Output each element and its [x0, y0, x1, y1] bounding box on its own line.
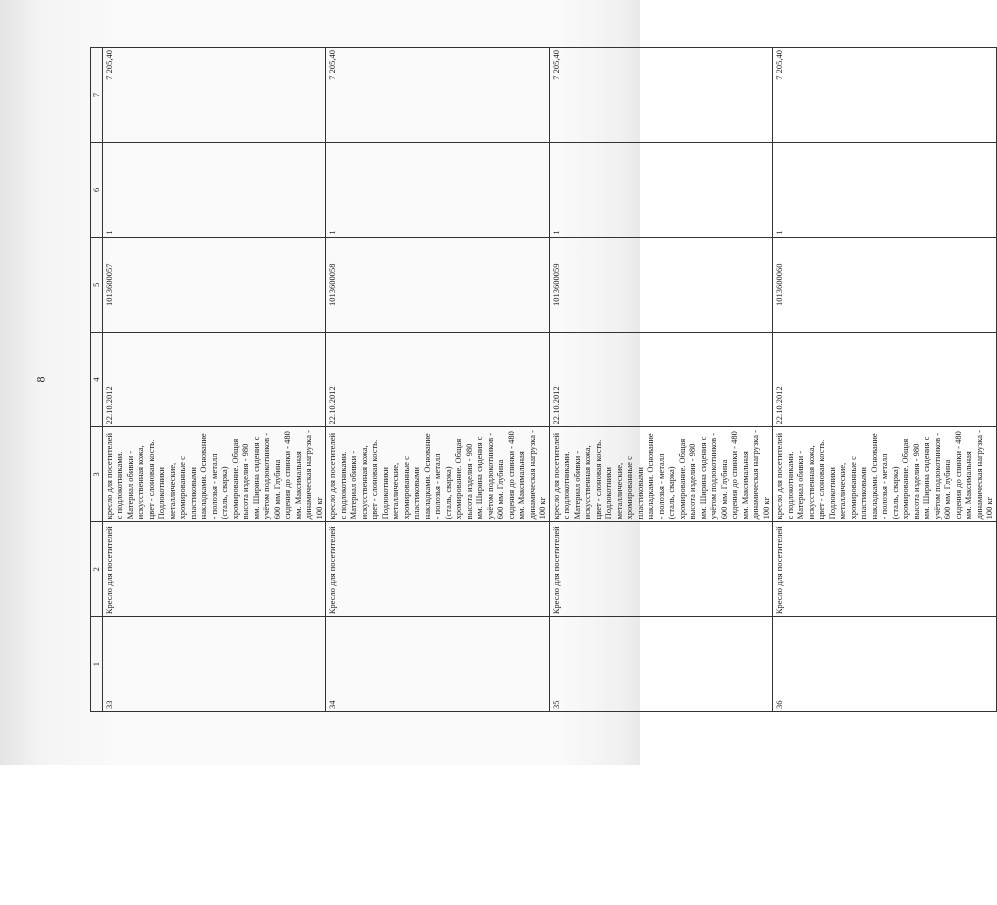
item-quantity: 1 — [549, 142, 773, 237]
item-cost: 7 205,40 — [549, 48, 773, 143]
item-name: Кресло для посетителей — [102, 522, 326, 617]
inventory-number: 1013600058 — [326, 237, 550, 332]
row-number: 33 — [102, 617, 326, 712]
item-quantity: 1 — [326, 142, 550, 237]
item-cost: 7 205,40 — [773, 48, 997, 143]
table-row — [549, 48, 773, 712]
header-col-6: 6 — [91, 142, 103, 237]
item-name: Кресло для посетителей — [773, 522, 997, 617]
page-number: 8 — [33, 376, 48, 383]
page-bottom-margin — [0, 765, 640, 905]
item-quantity: 1 — [773, 142, 997, 237]
item-date: 22.10.2012 — [326, 332, 550, 427]
header-col-5: 5 — [91, 237, 103, 332]
header-col-2: 2 — [91, 522, 103, 617]
row-number: 34 — [326, 617, 550, 712]
item-description: кресло для посетителей с подлокотниками. Материал обивки - искусственная кожа, цвет - слоновая кость. Подлокотники металлические, хромированные с пластиковыми накладками. Основание - полозья - металл (сталь, сварка) хромирование. Общая высота изделия - 980 мм. Ширина сидения с учётом подлокотников - 600 мм. Глубина сидения до спинки - 480 мм. Максимальная динамическая нагрузка - 100 кг — [549, 427, 773, 522]
item-quantity: 1 — [102, 142, 326, 237]
item-date: 22.10.2012 — [549, 332, 773, 427]
header-col-4: 4 — [91, 332, 103, 427]
item-cost: 7 205,40 — [326, 48, 550, 143]
item-description: кресло для посетителей с подлокотниками. Материал обивки - искусственная кожа, цвет - слоновая кость. Подлокотники металлические, хромированные с пластиковыми накладками. Основание - полозья - металл (сталь, сварка) хромирование. Общая высота изделия - 980 мм. Ширина сидения с учётом подлокотников - 600 мм. Глубина сидения до спинки - 480 мм. Максимальная динамическая нагрузка - 100 кг — [102, 427, 326, 522]
table-row — [773, 48, 997, 712]
item-name: Кресло для посетителей — [326, 522, 550, 617]
item-description: кресло для посетителей с подлокотниками. Материал обивки - искусственная кожа, цвет - слоновая кость. Подлокотники металлические, хромированные с пластиковыми накладками. Основание - полозья - металл (сталь, сварка) хромирование. Общая высота изделия - 980 мм. Ширина сидения с учётом подлокотников - 600 мм. Глубина сидения до спинки - 480 мм. Максимальная динамическая нагрузка - 100 кг — [773, 427, 997, 522]
header-col-3: 3 — [91, 427, 103, 522]
item-name: Кресло для посетителей — [549, 522, 773, 617]
table-header-row — [91, 48, 103, 712]
inventory-number: 1013600060 — [773, 237, 997, 332]
item-date: 22.10.2012 — [773, 332, 997, 427]
rotated-table-container — [90, 47, 994, 712]
header-col-7: 7 — [91, 48, 103, 143]
item-description: кресло для посетителей с подлокотниками. Материал обивки - искусственная кожа, цвет - слоновая кость. Подлокотники металлические, хромированные с пластиковыми накладками. Основание - полозья - металл (сталь, сварка) хромирование. Общая высота изделия - 980 мм. Ширина сидения с учётом подлокотников - 600 мм. Глубина сидения до спинки - 480 мм. Максимальная динамическая нагрузка - 100 кг — [326, 427, 550, 522]
header-col-1: 1 — [91, 617, 103, 712]
row-number: 36 — [773, 617, 997, 712]
table-row — [326, 48, 550, 712]
item-date: 22.10.2012 — [102, 332, 326, 427]
row-number: 35 — [549, 617, 773, 712]
item-cost: 7 205,40 — [102, 48, 326, 143]
inventory-number: 1013600057 — [102, 237, 326, 332]
inventory-number: 1013600059 — [549, 237, 773, 332]
inventory-table — [90, 47, 997, 712]
table-row — [102, 48, 326, 712]
